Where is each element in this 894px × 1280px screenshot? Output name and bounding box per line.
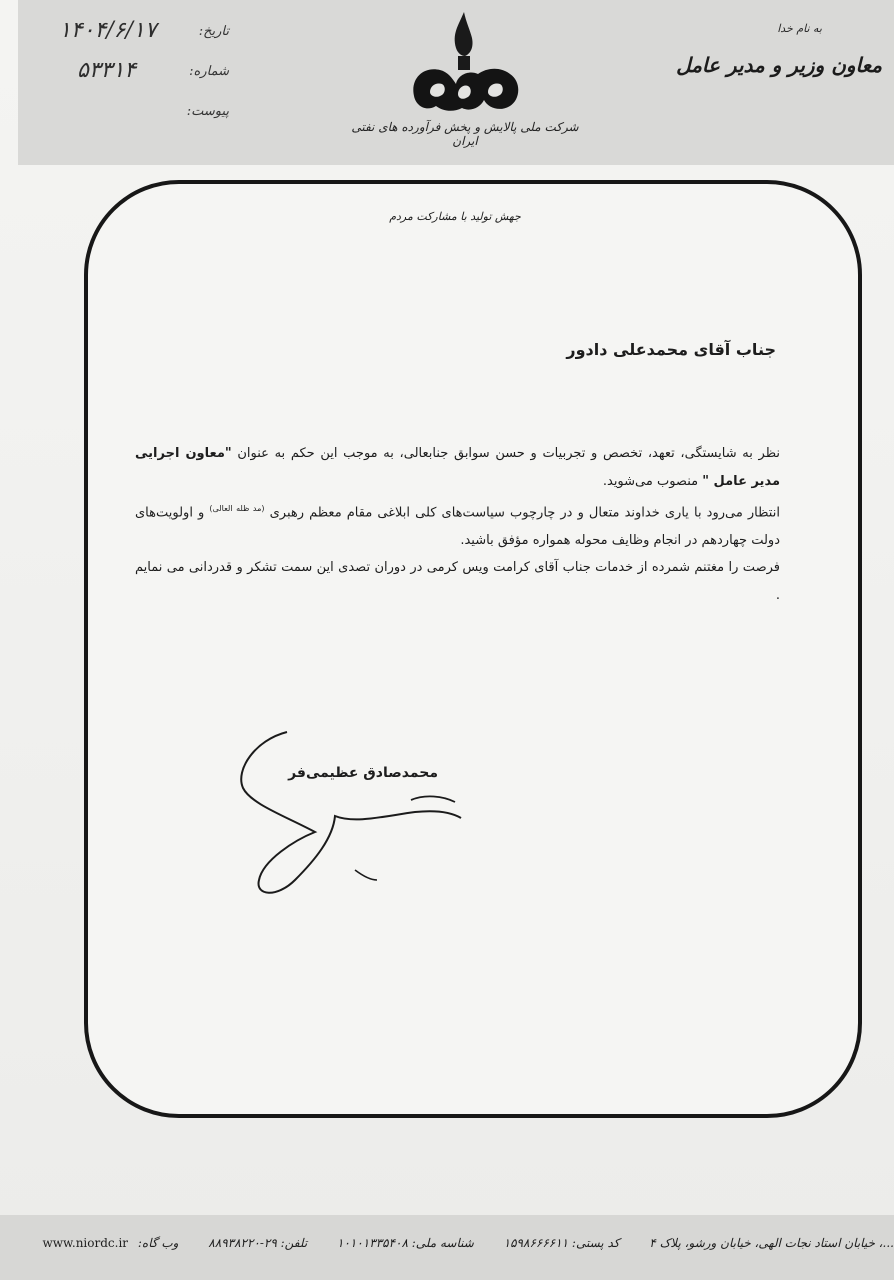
- sender-block: [662, 22, 882, 77]
- footer-web-label: وب گاه:: [137, 1236, 179, 1250]
- footer-contact: [20, 1236, 894, 1250]
- paragraph-appointment-text: نظر به شایستگی، تعهد، تخصص و تجربیات و حسن سوابق جنابعالی، به موجب این حکم به عنوان: [237, 446, 780, 461]
- company-logo-block: [350, 8, 580, 148]
- paragraph-thanks: فرصت را مغتنم شمرده از خدمات جناب آقای کرامت ویس کرمی در دوران تصدی این سمت تشکر و قدردانی می نمایم .: [135, 560, 780, 603]
- number-row: [55, 58, 235, 88]
- slogan: جهش تولید با مشارکت مردم: [389, 210, 521, 223]
- company-name: شرکت ملی پالایش و پخش فرآورده های نفتی ایران: [351, 120, 579, 148]
- letter-frame: [84, 180, 862, 1118]
- footer-postal-code: کد پستی: ۱۵۹۸۶۶۶۶۱۱: [503, 1236, 620, 1250]
- number-value: ۵۳۳۱۴: [77, 58, 137, 83]
- honorific: (مد ظله العالی): [209, 504, 265, 513]
- date-value: ۱۴۰۴/۶/۱۷: [59, 18, 157, 43]
- footer-phone: تلفن: ۲۹-۸۸۹۳۸۲۲۰: [208, 1236, 308, 1250]
- attachment-row: [55, 98, 235, 128]
- paragraph-expectation-text: انتظار می‌رود با یاری خداوند متعال و در چارچوب سیاست‌های کلی ابلاغی مقام معظم رهبری: [269, 505, 780, 521]
- attachment-label: پیوست:: [186, 104, 229, 119]
- paragraph-expectation-end: و اولویت‌های دولت چهاردهم در انجام وظایف محوله همواره مؤفق باشید.: [135, 505, 780, 548]
- footer-national-id: شناسه ملی: ۱۰۱۰۱۳۳۵۴۰۸: [337, 1236, 474, 1250]
- paragraph-appointment: [135, 440, 780, 495]
- signer-name: محمدصادق عظیمی‌فر: [288, 765, 438, 781]
- letter-body: [135, 440, 780, 609]
- recipient: جناب آقای محمدعلی دادور: [566, 340, 776, 359]
- footer-website-link[interactable]: www.niordc.ir: [42, 1236, 129, 1250]
- flame-logo-icon: [400, 8, 530, 118]
- bismillah: به نام خدا: [777, 22, 822, 35]
- paragraph-appointment-end: منصوب می‌شوید.: [602, 473, 699, 489]
- appointment-title: "معاون اجرایی مدیر عامل ": [135, 446, 780, 489]
- paragraph-expectation: [135, 495, 780, 554]
- date-label: تاریخ:: [198, 24, 229, 39]
- number-label: شماره:: [189, 64, 229, 79]
- date-row: [55, 18, 235, 48]
- sender-title: معاون وزیر و مدیر عامل: [676, 53, 882, 77]
- footer-address: ...، خیابان استاد نجات الهی، خیابان ورشو، پلاک ۴: [649, 1236, 894, 1250]
- reference-block: [55, 18, 235, 128]
- signature-icon: [215, 720, 485, 910]
